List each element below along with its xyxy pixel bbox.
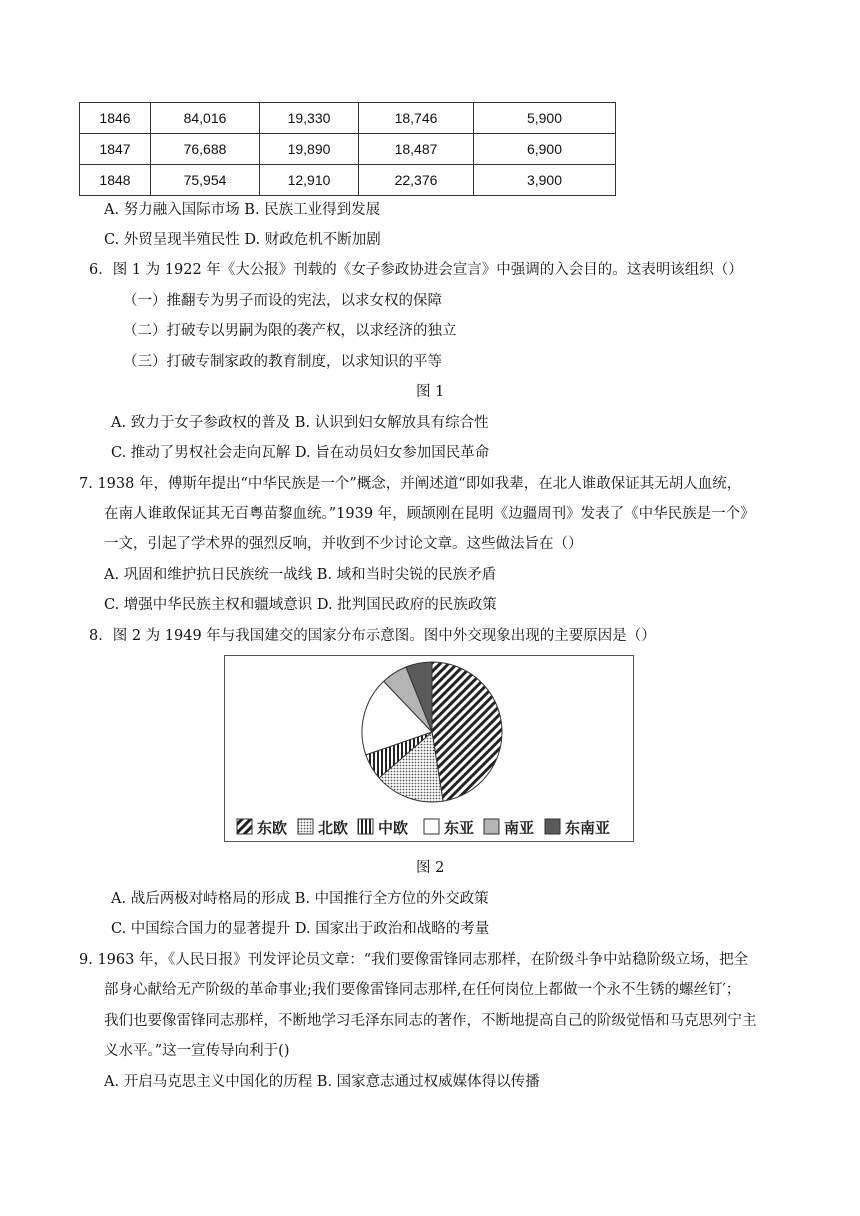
q6-item-3: （三）打破专制家政的教育制度，以求知识的平等 xyxy=(123,354,442,370)
legend-label-3: 中欧 xyxy=(378,819,409,837)
table-cell: 84,016 xyxy=(151,103,260,134)
q6-options-ab: A. 致力于女子参政权的普及 B. 认识到妇女解放具有综合性 xyxy=(111,415,489,431)
q7-line-1: 7. 1938 年，傅斯年提出“中华民族是一个”概念，并阐述道“即如我辈，在北人谁敢保证其无胡人血统， xyxy=(79,476,742,492)
legend-swatch-5 xyxy=(484,819,499,834)
q8-options-cd: C. 中国综合国力的显著提升 D. 国家出于政治和战略的考量 xyxy=(111,921,490,937)
figure-2-label: 图 2 xyxy=(416,860,445,876)
legend-label-6: 东南亚 xyxy=(565,819,611,837)
table-cell: 75,954 xyxy=(151,165,260,196)
legend-swatch-1 xyxy=(237,819,252,834)
q9-line-2: 部身心献给无产阶级的革命事业;我们要像雷锋同志那样,在任何岗位上都做一个永不生锈的螺丝钉′； xyxy=(104,982,741,998)
table-row xyxy=(80,134,616,165)
q9-line-1: 9. 1963 年，《人民日报》刊发评论员文章：“我们要像雷锋同志那样，在阶级斗争中站稳阶级立场，把全 xyxy=(79,952,749,968)
q5-options-ab: A. 努力融入国际市场 B. 民族工业得到发展 xyxy=(104,202,381,218)
legend-label-1: 东欧 xyxy=(257,819,288,837)
q9-options-ab: A. 开启马克思主义中国化的历程 B. 国家意志通过权威媒体得以传播 xyxy=(104,1074,540,1090)
q6-item-2: （二）打破专以男嗣为限的袭产权，以求经济的独立 xyxy=(123,323,457,339)
table-cell: 5,900 xyxy=(474,103,616,134)
q6-stem: 6．图 1 为 1922 年《大公报》刊载的《女子参政协进会宣言》中强调的入会目的。这表明该组织（） xyxy=(89,262,743,278)
legend-swatch-6 xyxy=(545,819,560,834)
q7-options-cd: C. 增强中华民族主权和疆域意识 D. 批判国民政府的民族政策 xyxy=(104,597,497,613)
pie-slice-1 xyxy=(432,662,502,801)
legend-label-5: 南亚 xyxy=(504,819,535,837)
trade-data-table xyxy=(79,102,616,196)
q8-options-ab: A. 战后两极对峙格局的形成 B. 中国推行全方位的外交政策 xyxy=(111,891,489,907)
q7-line-2: 在南人谁敢保证其无百粤苗黎血统。”1939 年，顾颉刚在昆明《边疆周刊》发表了《中华民族是一个》 xyxy=(104,506,755,522)
table-cell: 1848 xyxy=(80,165,151,196)
legend-swatch-4 xyxy=(424,819,439,834)
legend-swatch-3 xyxy=(358,819,373,834)
q6-options-cd: C. 推动了男权社会走向瓦解 D. 旨在动员妇女参加国民革命 xyxy=(111,445,490,461)
table-cell: 1846 xyxy=(80,103,151,134)
q9-line-4: 义水平。”这一宣传导向利于() xyxy=(104,1043,290,1059)
q7-line-3: 一文，引起了学术界的强烈反响，并收到不少讨论文章。这些做法旨在（） xyxy=(104,536,583,552)
legend-label-4: 东亚 xyxy=(444,819,475,837)
legend-label-2: 北欧 xyxy=(318,819,349,837)
pie-chart-svg xyxy=(225,656,633,841)
table-cell: 12,910 xyxy=(260,165,359,196)
figure-2-pie-chart xyxy=(224,655,634,842)
table-cell: 1847 xyxy=(80,134,151,165)
table-cell: 18,746 xyxy=(359,103,474,134)
table-cell: 19,890 xyxy=(260,134,359,165)
table-cell: 6,900 xyxy=(474,134,616,165)
table-row xyxy=(80,103,616,134)
table-cell: 3,900 xyxy=(474,165,616,196)
figure-1-label: 图 1 xyxy=(416,384,445,400)
legend-swatch-2 xyxy=(298,819,313,834)
table-cell: 19,330 xyxy=(260,103,359,134)
table-cell: 76,688 xyxy=(151,134,260,165)
table-cell: 18,487 xyxy=(359,134,474,165)
table-row xyxy=(80,165,616,196)
q6-item-1: （一）推翻专为男子而设的宪法，以求女权的保障 xyxy=(123,293,442,309)
q7-options-ab: A. 巩固和维护抗日民族统一战线 B. 域和当时尖锐的民族矛盾 xyxy=(104,567,497,583)
q8-stem: 8．图 2 为 1949 年与我国建交的国家分布示意图。图中外交现象出现的主要原因是（） xyxy=(89,628,656,644)
q5-options-cd: C. 外贸呈现半殖民性 D. 财政危机不断加剧 xyxy=(104,232,381,248)
table-cell: 22,376 xyxy=(359,165,474,196)
q9-line-3: 我们也要像雷锋同志那样，不断地学习毛泽东同志的著作，不断地提高自己的阶级觉悟和马克思列宁主 xyxy=(104,1013,757,1029)
